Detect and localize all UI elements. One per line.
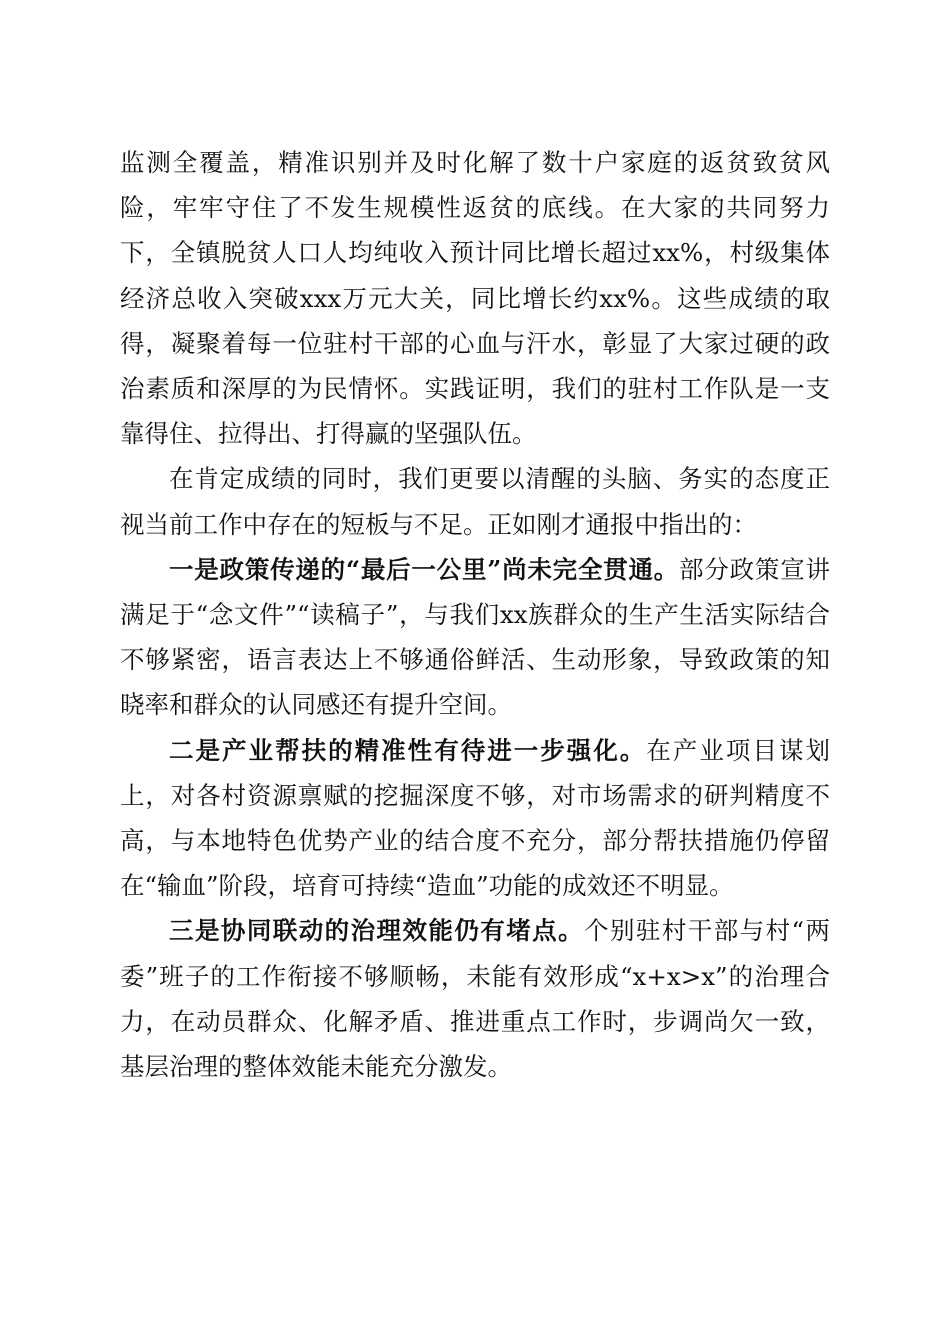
document-page <box>120 140 830 1089</box>
paragraph-shortcomings-intro <box>120 456 830 546</box>
paragraph-lead: 三是协同联动的治理效能仍有堵点。 <box>169 916 585 946</box>
paragraph-lead: 二是产业帮扶的精准性有待进一步强化。 <box>169 735 647 765</box>
paragraph-lead: 一是政策传递的“最后一公里”尚未完全贯通。 <box>169 554 680 584</box>
paragraph-text: 部分政策宣讲满足于“念文件”“读稿子”，与我们xx族群众的生产生活实际结合不够紧密，语言表达上不够通俗鲜活、生动形象，导致政策的知晓率和群众的认同感还有提升空间。 <box>120 554 830 720</box>
paragraph-text: 在肯定成绩的同时，我们更要以清醒的头脑、务实的态度正视当前工作中存在的短板与不足。正如刚才通报中指出的： <box>120 464 830 539</box>
paragraph-point-two <box>120 728 830 909</box>
paragraph-text: 监测全覆盖，精准识别并及时化解了数十户家庭的返贫致贫风险，牢牢守住了不发生规模性返贫的底线。在大家的共同努力下，全镇脱贫人口人均纯收入预计同比增长超过xx%，村级集体经济总收入突破xxx万元大关，同比增长约xx%。这些成绩的取得，凝聚着每一位驻村干部的心血与汗水，彰显了大家过硬的政治素质和深厚的为民情怀。实践证明，我们的驻村工作队是一支靠得住、拉得出、打得赢的坚强队伍。 <box>120 148 830 449</box>
paragraph-achievements <box>120 140 830 456</box>
paragraph-text: 个别驻村干部与村“两委”班子的工作衔接不够顺畅，未能有效形成“x+x>x”的治理合力，在动员群众、化解矛盾、推进重点工作时，步调尚欠一致，基层治理的整体效能未能充分激发。 <box>120 916 831 1082</box>
paragraph-point-one <box>120 547 830 728</box>
paragraph-point-three <box>120 908 830 1089</box>
paragraph-text: 在产业项目谋划上，对各村资源禀赋的挖掘深度不够，对市场需求的研判精度不高，与本地特色优势产业的结合度不充分，部分帮扶措施仍停留在“输血”阶段，培育可持续“造血”功能的成效还不明显。 <box>120 735 830 901</box>
